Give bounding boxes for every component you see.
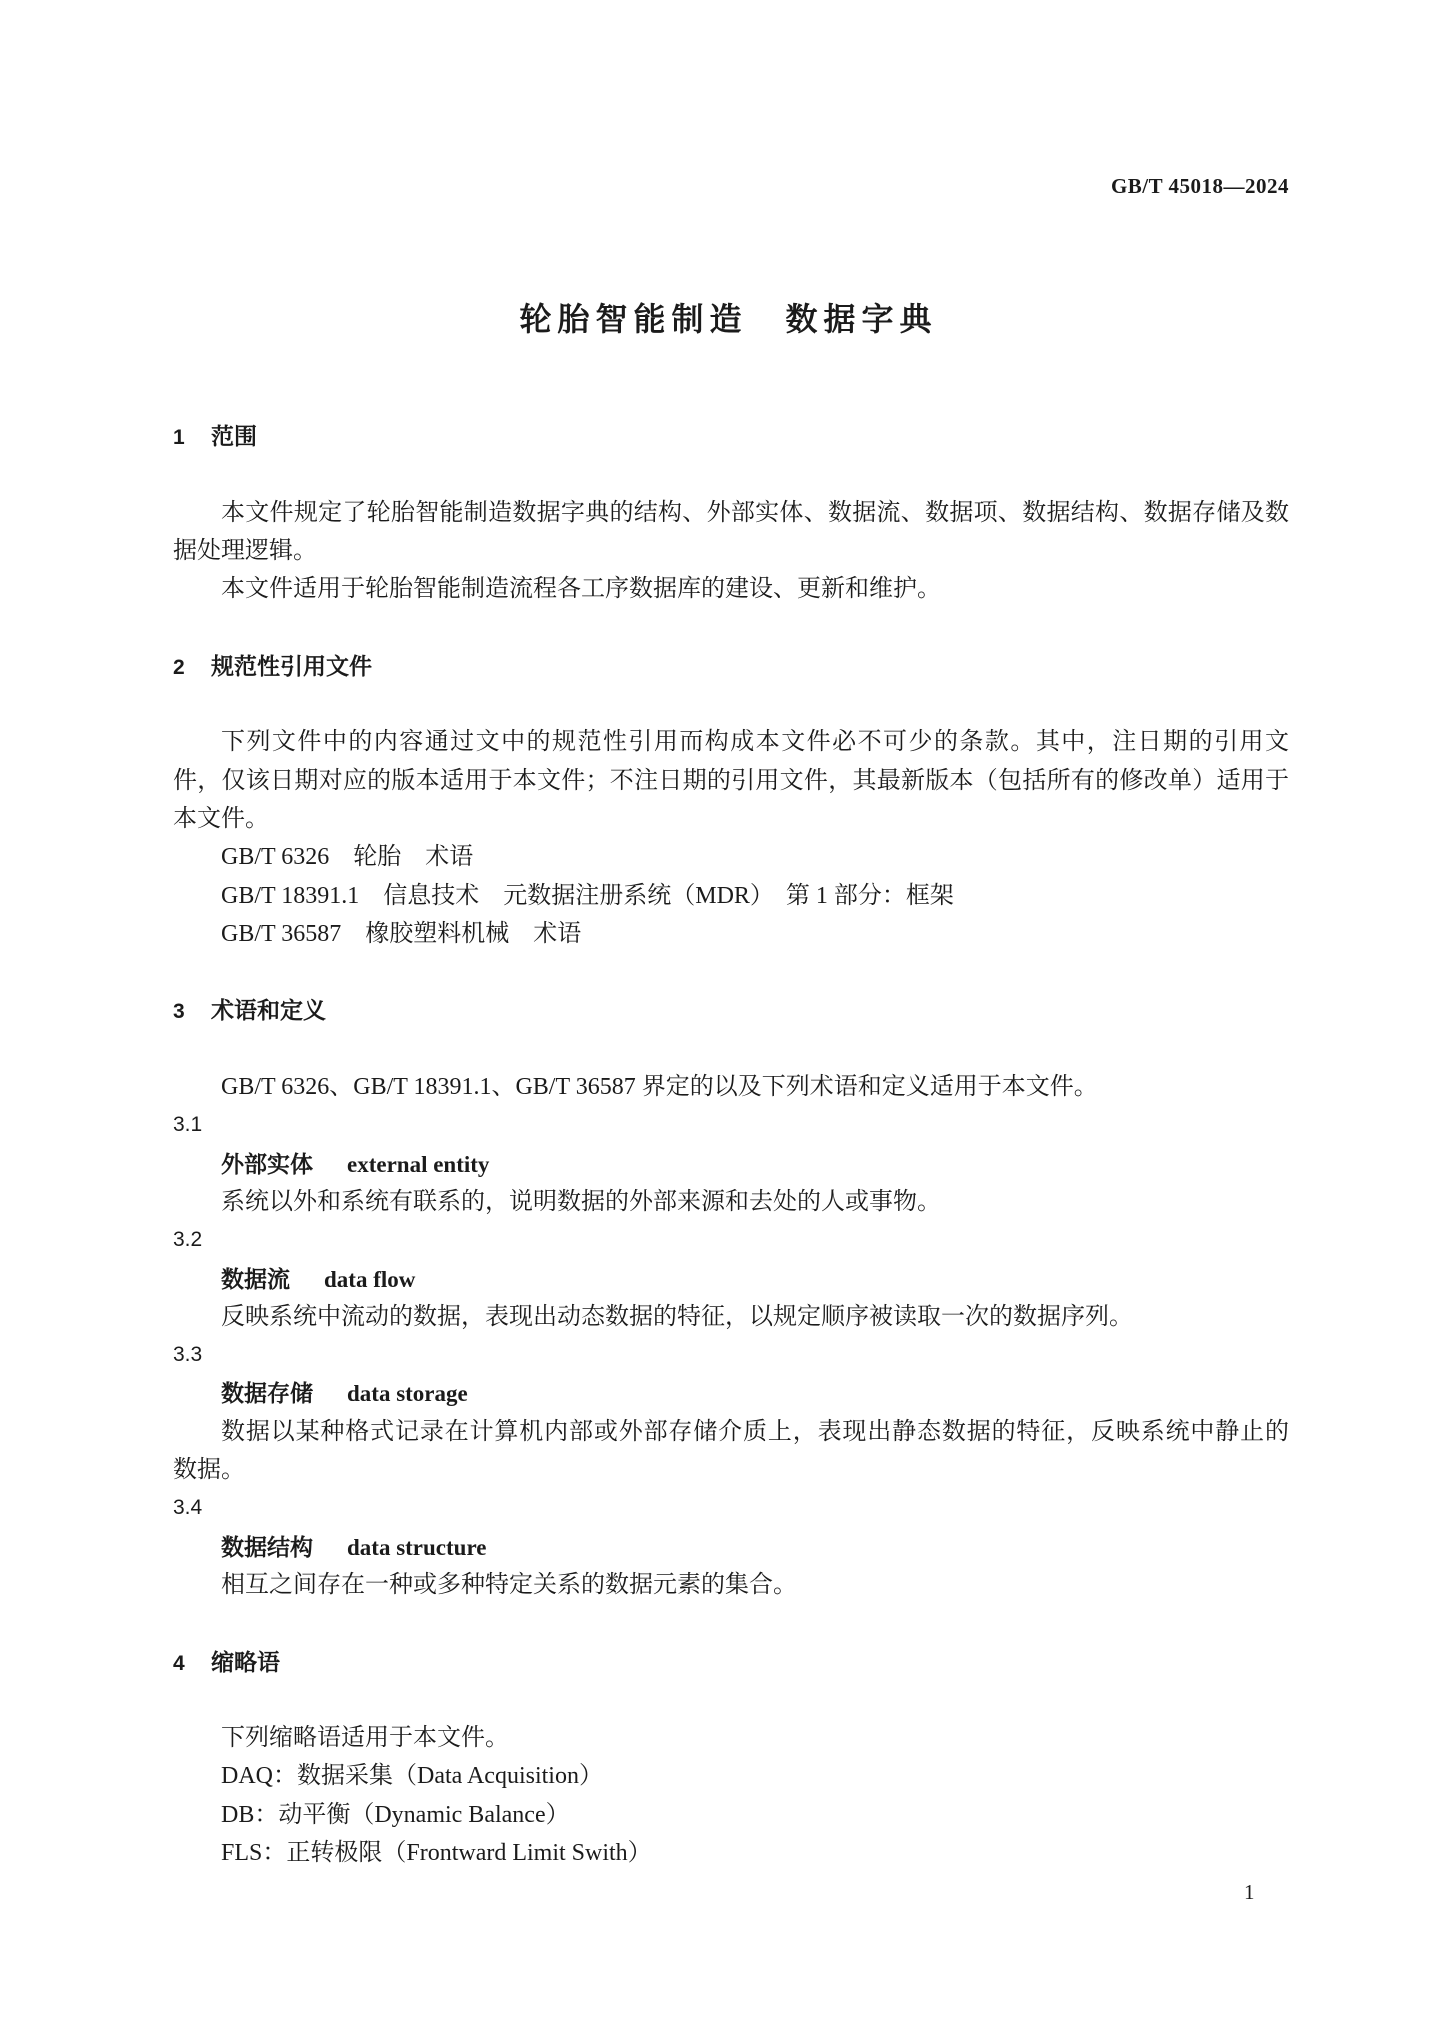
term-definition: 数据。 xyxy=(173,1457,245,1484)
term-number: 3.3 xyxy=(173,1343,203,1367)
document-title: 轮胎智能制造 数据字典 xyxy=(519,301,938,337)
section-title: 范围 xyxy=(211,423,257,449)
reference-item: GB/T 18391.1 信息技术 元数据注册系统（MDR） 第 1 部分：框架 xyxy=(221,882,954,909)
document-body xyxy=(173,417,1289,1872)
term-entry xyxy=(173,1145,1289,1183)
reference-item: GB/T 6326 轮胎 术语 xyxy=(221,844,474,871)
term-english: data storage xyxy=(347,1381,468,1407)
page-number: 1 xyxy=(1244,1880,1255,1904)
term-chinese: 数据结构 xyxy=(221,1533,313,1560)
term-chinese: 数据流 xyxy=(221,1265,290,1292)
section-heading-abbreviations xyxy=(173,1643,1289,1681)
paragraph-line: GB/T 6326、GB/T 18391.1、GB/T 36587 界定的以及下列术语和定义适用于本文件。 xyxy=(221,1074,1098,1101)
abbreviation-item: DAQ：数据采集（Data Acquisition） xyxy=(221,1763,603,1790)
term-definition: 系统以外和系统有联系的，说明数据的外部来源和去处的人或事物。 xyxy=(221,1188,941,1215)
paragraph-line: 据处理逻辑。 xyxy=(173,537,317,564)
section-number: 2 xyxy=(173,655,185,679)
term-english: data flow xyxy=(324,1266,416,1292)
reference-item: GB/T 36587 橡胶塑料机械 术语 xyxy=(221,920,582,947)
term-entry xyxy=(173,1374,1289,1412)
section-heading-terms-definitions xyxy=(173,991,1289,1029)
paragraph-line: 本文件适用于轮胎智能制造流程各工序数据库的建设、更新和维护。 xyxy=(221,576,941,603)
term-number: 3.2 xyxy=(173,1228,203,1252)
section-number: 4 xyxy=(173,1651,185,1675)
standard-code-header: GB/T 45018—2024 xyxy=(1110,174,1289,198)
term-definition: 反映系统中流动的数据，表现出动态数据的特征，以规定顺序被读取一次的数据序列。 xyxy=(221,1303,1133,1330)
term-english: data structure xyxy=(347,1534,487,1560)
paragraph-line: 件，仅该日期对应的版本适用于本文件；不注日期的引用文件，其最新版本（包括所有的修改单）适用于 xyxy=(173,767,1289,794)
section-title: 规范性引用文件 xyxy=(211,652,372,679)
section-heading-normative-references xyxy=(173,647,1289,685)
section-title: 术语和定义 xyxy=(211,997,326,1024)
term-number: 3.4 xyxy=(173,1496,203,1520)
paragraph-line: 本文件规定了轮胎智能制造数据字典的结构、外部实体、数据流、数据项、数据结构、数据存储及数 xyxy=(221,499,1289,526)
term-definition: 数据以某种格式记录在计算机内部或外部存储介质上，表现出静态数据的特征，反映系统中静止的 xyxy=(221,1418,1289,1445)
abbreviation-item: FLS：正转极限（Frontward Limit Swith） xyxy=(221,1839,652,1866)
section-number: 3 xyxy=(173,1000,185,1024)
term-entry xyxy=(173,1528,1289,1566)
paragraph-line: 下列文件中的内容通过文中的规范性引用而构成本文件必不可少的条款。其中，注日期的引用文 xyxy=(221,729,1289,756)
section-number: 1 xyxy=(173,426,185,449)
paragraph-line: 下列缩略语适用于本文件。 xyxy=(221,1725,509,1752)
term-entry xyxy=(173,1260,1289,1298)
section-heading-scope xyxy=(173,417,1289,455)
section-title: 缩略语 xyxy=(211,1648,280,1675)
abbreviation-item: DB：动平衡（Dynamic Balance） xyxy=(221,1801,570,1828)
term-chinese: 数据存储 xyxy=(221,1380,313,1407)
term-chinese: 外部实体 xyxy=(221,1150,313,1177)
paragraph-line: 本文件。 xyxy=(173,805,269,832)
term-english: external entity xyxy=(347,1151,490,1177)
term-definition: 相互之间存在一种或多种特定关系的数据元素的集合。 xyxy=(221,1571,797,1598)
term-number: 3.1 xyxy=(173,1113,203,1137)
